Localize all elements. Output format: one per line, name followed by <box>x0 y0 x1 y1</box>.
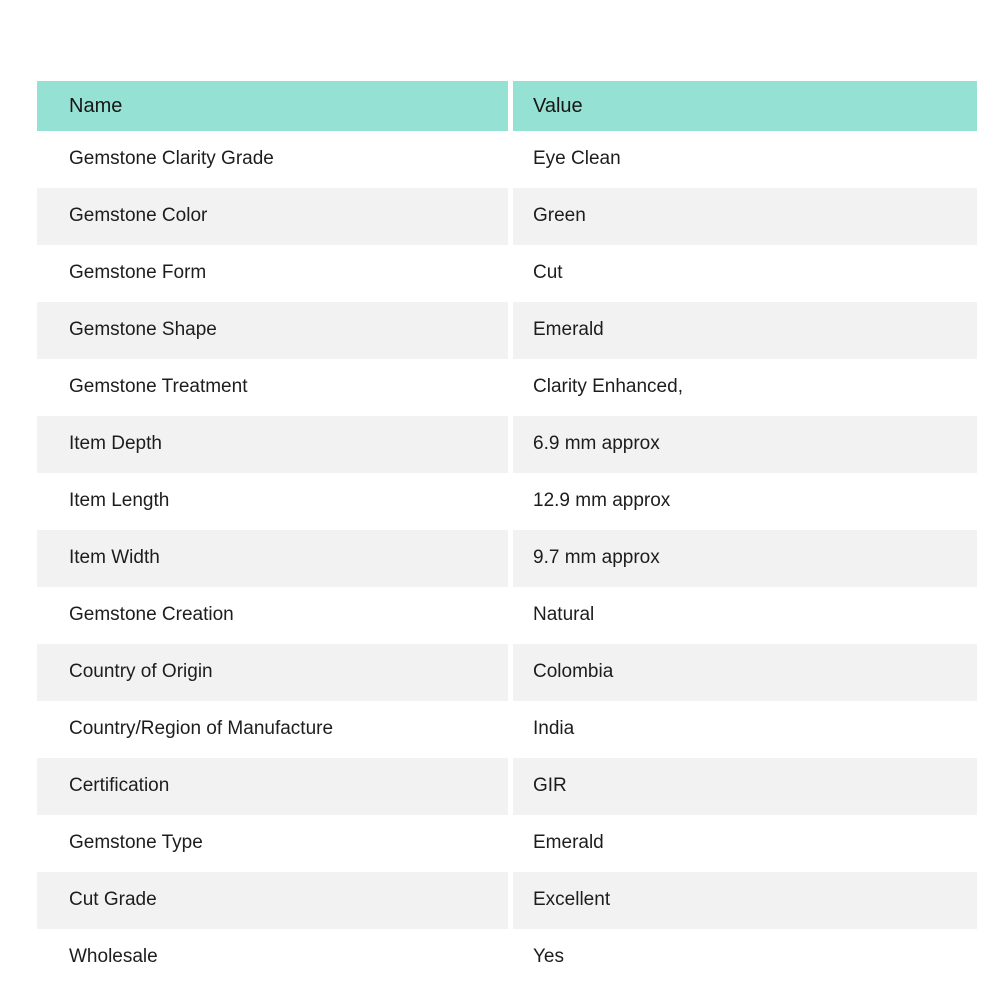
row-name-cell: Certification <box>37 758 508 815</box>
row-value-cell: Emerald <box>513 815 977 872</box>
table-row <box>37 188 977 245</box>
row-value-cell: 9.7 mm approx <box>513 530 977 587</box>
table-row <box>37 815 977 872</box>
row-value-cell: Yes <box>513 929 977 986</box>
row-name-cell: Gemstone Type <box>37 815 508 872</box>
row-name-cell: Item Width <box>37 530 508 587</box>
table-row <box>37 359 977 416</box>
row-name-cell: Wholesale <box>37 929 508 986</box>
table-row <box>37 701 977 758</box>
row-value-cell: 12.9 mm approx <box>513 473 977 530</box>
table-row <box>37 644 977 701</box>
table-row <box>37 302 977 359</box>
table-row <box>37 131 977 188</box>
row-name-cell: Country of Origin <box>37 644 508 701</box>
row-value-cell: Excellent <box>513 872 977 929</box>
row-name-cell: Cut Grade <box>37 872 508 929</box>
table-body <box>37 131 977 986</box>
row-name-cell: Item Length <box>37 473 508 530</box>
table-row <box>37 245 977 302</box>
row-name-cell: Gemstone Treatment <box>37 359 508 416</box>
row-value-cell: Eye Clean <box>513 131 977 188</box>
row-name-cell: Gemstone Creation <box>37 587 508 644</box>
header-value-column: Value <box>513 81 977 131</box>
table-row <box>37 758 977 815</box>
row-value-cell: India <box>513 701 977 758</box>
row-name-cell: Gemstone Shape <box>37 302 508 359</box>
row-name-cell: Gemstone Form <box>37 245 508 302</box>
row-value-cell: Clarity Enhanced, <box>513 359 977 416</box>
row-value-cell: Green <box>513 188 977 245</box>
table-row <box>37 530 977 587</box>
table-header-row <box>37 81 977 131</box>
item-specifics-table <box>37 81 977 986</box>
row-name-cell: Gemstone Clarity Grade <box>37 131 508 188</box>
row-value-cell: Emerald <box>513 302 977 359</box>
table-row <box>37 473 977 530</box>
table-row <box>37 416 977 473</box>
row-name-cell: Gemstone Color <box>37 188 508 245</box>
row-name-cell: Item Depth <box>37 416 508 473</box>
row-value-cell: GIR <box>513 758 977 815</box>
row-name-cell: Country/Region of Manufacture <box>37 701 508 758</box>
row-value-cell: Colombia <box>513 644 977 701</box>
row-value-cell: Cut <box>513 245 977 302</box>
row-value-cell: Natural <box>513 587 977 644</box>
table-row <box>37 872 977 929</box>
table-row <box>37 929 977 986</box>
header-name-column: Name <box>37 81 508 131</box>
row-value-cell: 6.9 mm approx <box>513 416 977 473</box>
table-row <box>37 587 977 644</box>
